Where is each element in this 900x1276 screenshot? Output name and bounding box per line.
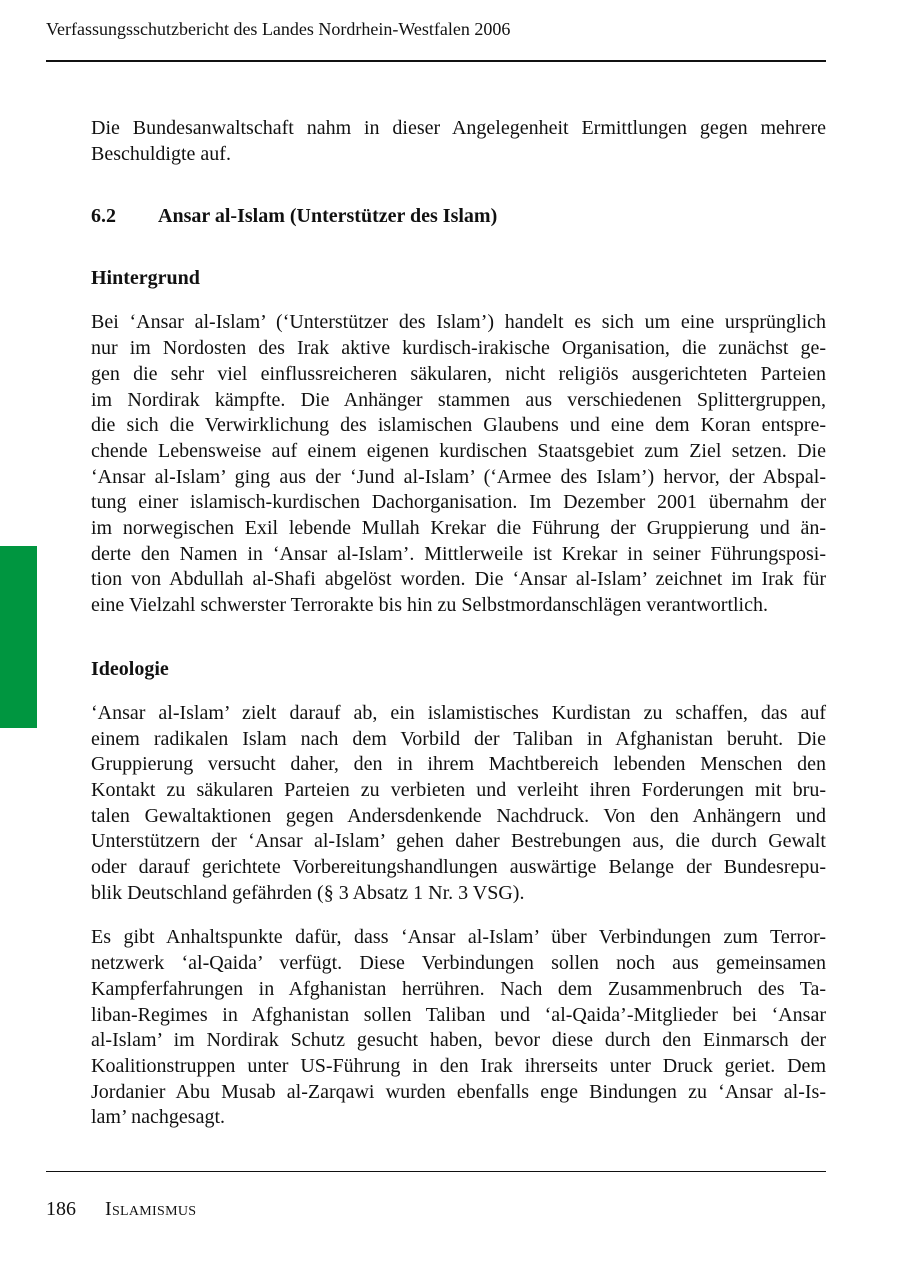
text-line: tion von Abdullah al-Shafi abgelöst worden. Die ‘Ansar al-Islam’ zeichnet im Irak für [91,568,826,591]
page-number: 186 [46,1198,76,1220]
text-line: die sich die Verwirklichung des islamischen Glaubens und eine dem Koran entspre- [91,414,826,437]
text-line: tung einer islamisch-kurdischen Dachorganisation. Im Dezember 2001 übernahm der [91,491,826,514]
section-title: Ansar al-Islam (Unterstützer des Islam) [158,205,498,228]
text-line: netzwerk ‘al-Qaida’ verfügt. Diese Verbindungen sollen noch aus gemeinsamen [91,952,826,975]
text-line: einem radikalen Islam nach dem Vorbild der Taliban in Afghanistan beruht. Die [91,727,826,750]
footer-section-name: Islamismus [105,1198,197,1220]
ideology-paragraph-2 [91,925,826,1131]
background-paragraph [91,310,826,618]
text-line: Beschuldigte auf. [91,142,231,165]
text-line: oder darauf gerichtete Vorbereitungshandlungen auswärtige Belange der Bundesrepu- [91,856,826,879]
text-line: Gruppierung versucht daher, den in ihrem Machtbereich lebenden Menschen den [91,753,826,776]
subheading-background: Hintergrund [91,267,200,290]
subheading-ideology: Ideologie [91,657,169,680]
footer-divider [46,1171,826,1172]
text-line: ‘Ansar al-Islam’ zielt darauf ab, ein islamistisches Kurdistan zu schaffen, das auf [91,701,826,724]
section-number: 6.2 [91,205,116,228]
text-line: Bei ‘Ansar al-Islam’ (‘Unterstützer des Islam’) handelt es sich um eine ursprünglich [91,311,826,334]
text-line: Koalitionstruppen unter US-Führung in den Irak ihrerseits unter Druck geriet. Dem [91,1054,826,1077]
text-line: ‘Ansar al-Islam’ ging aus der ‘Jund al-Islam’ (‘Armee des Islam’) hervor, der Abspal- [91,465,826,488]
text-line: Kontakt zu säkularen Parteien zu verbieten und verleiht ihren Forderungen mit bru- [91,778,826,801]
text-line: liban-Regimes in Afghanistan sollen Taliban und ‘al-Qaida’-Mitglieder bei ‘Ansar [91,1003,826,1026]
text-line: Kampferfahrungen in Afghanistan herrühren. Nach dem Zusammenbruch des Ta- [91,977,826,1000]
text-line: Es gibt Anhaltspunkte dafür, dass ‘Ansar al-Islam’ über Verbindungen zum Terror- [91,926,826,949]
text-line: lam’ nachgesagt. [91,1106,226,1129]
text-line: gen die sehr viel einflussreicheren säkularen, nicht religiös ausgerichteten Parteien [91,362,826,385]
intro-paragraph [91,116,826,167]
text-line: al-Islam’ im Nordirak Schutz gesucht haben, bevor diese durch den Einmarsch der [91,1029,826,1052]
text-line: Die Bundesanwaltschaft nahm in dieser Angelegenheit Ermittlungen gegen mehrere [91,117,826,139]
section-heading [91,204,826,229]
text-line: blik Deutschland gefährden (§ 3 Absatz 1 Nr. 3 VSG). [91,881,525,904]
ideology-paragraph-1 [91,701,826,907]
text-line: talen Gewaltaktionen gegen Andersdenkende Nachdruck. Von den Anhängern und [91,804,826,827]
page-content [91,116,826,1131]
header-divider [46,60,826,62]
text-line: im Nordirak kämpfte. Die Anhänger stammen aus verschiedenen Splittergruppen, [91,388,826,411]
text-line: derte den Namen in ‘Ansar al-Islam’. Mittlerweile ist Krekar in seiner Führungsposi- [91,542,826,565]
text-line: eine Vielzahl schwerster Terrorakte bis hin zu Selbstmordanschlägen verantwortlich. [91,594,768,617]
text-line: Jordanier Abu Musab al-Zarqawi wurden ebenfalls enge Bindungen zu ‘Ansar al-Is- [91,1080,826,1103]
running-header: Verfassungsschutzbericht des Landes Nordrhein-Westfalen 2006 [46,19,511,39]
text-line: chende Lebensweise auf einem eigenen kurdischen Staatsgebiet zum Ziel setzen. Die [91,439,826,462]
text-line: im norwegischen Exil lebende Mullah Krekar die Führung der Gruppierung und än- [91,517,826,540]
text-line: Unterstützern der ‘Ansar al-Islam’ gehen daher Bestrebungen aus, die durch Gewalt [91,830,826,853]
text-line: nur im Nordosten des Irak aktive kurdisch-irakische Organisation, die zunächst ge- [91,337,826,360]
chapter-tab-marker [0,546,37,728]
